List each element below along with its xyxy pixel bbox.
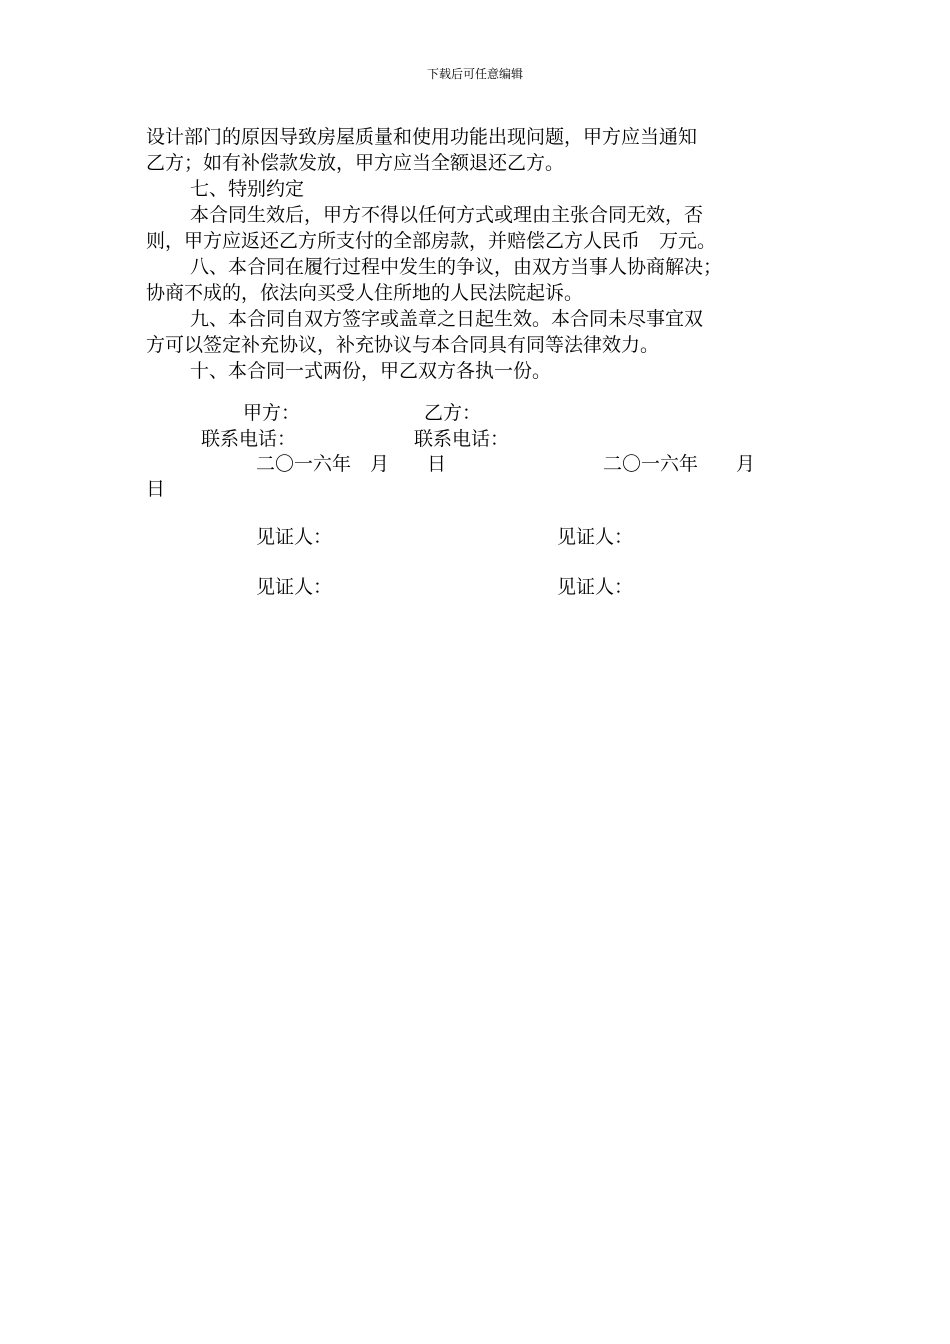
contract-body [146, 124, 806, 384]
body-line: 协商不成的，依法向买受人住所地的人民法院起诉。 [146, 282, 584, 304]
body-line: 乙方；如有补偿款发放，甲方应当全额退还乙方。 [146, 152, 565, 174]
witness-label: 见证人： [256, 526, 333, 548]
page-header: 下载后可任意编辑 [426, 67, 523, 81]
witness-label: 见证人： [256, 576, 333, 598]
witness-label: 见证人： [557, 526, 634, 548]
body-line: 设计部门的原因导致房屋质量和使用功能出现问题，甲方应当通知 [146, 126, 698, 148]
party-a-date: 二〇一六年 月 日 [256, 453, 447, 475]
body-line: 方可以签定补充协议，补充协议与本合同具有同等法律效力。 [146, 334, 660, 356]
party-a-label: 甲方： [243, 402, 301, 424]
party-b-label: 乙方： [424, 402, 482, 424]
party-b-phone-label: 联系电话： [414, 428, 510, 450]
body-line: 八、本合同在履行过程中发生的争议，由双方当事人协商解决； [190, 256, 723, 278]
witness-label: 见证人： [557, 576, 634, 598]
party-b-date: 二〇一六年 月 [603, 453, 756, 475]
body-line: 九、本合同自双方签字或盖章之日起生效。本合同未尽事宜双 [190, 308, 704, 330]
body-line: 则，甲方应返还乙方所支付的全部房款，并赔偿乙方人民币 万元。 [146, 230, 717, 252]
section-heading-7: 七、特别约定 [190, 178, 305, 200]
party-b-date-day: 日 [146, 478, 166, 500]
party-a-phone-label: 联系电话： [201, 428, 297, 450]
body-line: 本合同生效后，甲方不得以任何方式或理由主张合同无效，否 [190, 204, 704, 226]
body-line: 十、本合同一式两份，甲乙双方各执一份。 [190, 360, 552, 382]
